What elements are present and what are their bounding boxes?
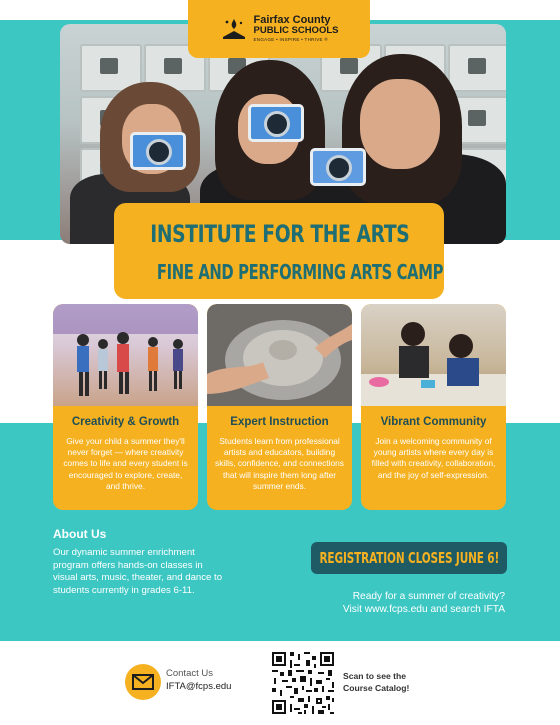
logo-line1: Fairfax County <box>253 14 331 26</box>
fcps-logo <box>188 0 370 58</box>
pottery-wheel-illustration <box>207 304 352 406</box>
logo-text <box>254 15 339 43</box>
dancers-illustration <box>53 304 198 406</box>
title-line2: FINE AND PERFORMING ARTS CAMP <box>156 260 444 284</box>
call-to-action <box>265 590 505 616</box>
mail-icon <box>125 664 161 700</box>
feature-card-community <box>361 304 506 510</box>
card-body: Students learn from professional artists and educators, building skills, confidence, and connections that will inspire them long after summer ends. <box>215 436 344 491</box>
dance-photo <box>53 304 198 406</box>
qr-caption <box>343 670 433 694</box>
card-title: Expert Instruction <box>230 416 329 428</box>
feature-card-instruction <box>207 304 352 510</box>
art-class-illustration <box>361 304 506 406</box>
qr-code-icon[interactable] <box>270 650 336 716</box>
qr-caption-line2: Course Catalog! <box>343 683 410 693</box>
pottery-photo <box>207 304 352 406</box>
art-class-photo <box>361 304 506 406</box>
camera-icon <box>310 148 366 186</box>
logo-line2: PUBLIC SCHOOLS <box>253 25 339 36</box>
qr-caption-line1: Scan to see the <box>343 671 407 681</box>
feature-card-creativity <box>53 304 198 510</box>
card-title: Vibrant Community <box>380 416 487 428</box>
cta-line2[interactable]: Visit www.fcps.edu and search IFTA <box>342 604 505 615</box>
card-body: Give your child a summer they'll never forget — where creativity comes to life and every student is encouraged to explore, create, and thrive. <box>63 436 188 491</box>
logo-tagline: ENGAGE • INSPIRE • THRIVE ® <box>253 37 328 42</box>
student-face <box>360 79 440 169</box>
camera-icon <box>248 104 304 142</box>
camera-icon <box>130 132 186 170</box>
cta-line1: Ready for a summer of creativity? <box>352 591 505 602</box>
title-line1: INSTITUTE FOR THE ARTS <box>150 220 410 248</box>
lamp-logo-icon <box>220 15 248 43</box>
contact-label: Contact Us <box>166 668 213 679</box>
registration-badge <box>311 542 507 574</box>
title-banner <box>114 203 444 299</box>
about-title: About Us <box>53 527 107 541</box>
about-body: Our dynamic summer enrichment program offers hands-on classes in visual arts, music, theater, and dance to students currently in grades 6-11. <box>53 547 223 596</box>
contact-email[interactable]: IFTA@fcps.edu <box>166 681 232 692</box>
registration-text: REGISTRATION CLOSES JUNE 6! <box>319 549 499 567</box>
card-title: Creativity & Growth <box>71 416 180 428</box>
card-body: Join a welcoming community of young artists where every day is filled with creativity, collaboration, and the joy of self-expression. <box>371 436 496 480</box>
